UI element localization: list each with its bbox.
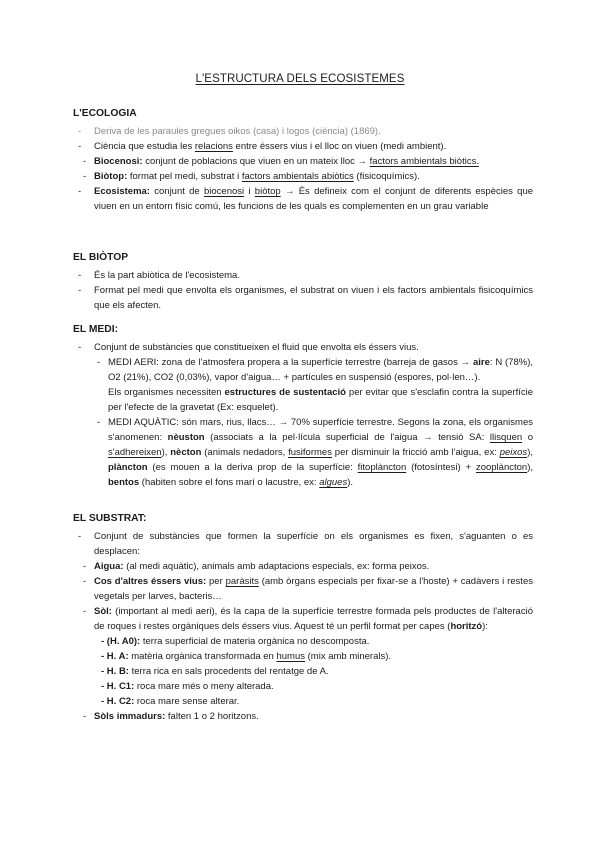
bullet: - bbox=[97, 417, 101, 428]
list-item: - Biocenosi: conjunt de poblacions que viuen en un mateix lloc → factors ambientals biòtics. bbox=[83, 156, 479, 167]
paragraph: Els organismes necessiten estructures de sustentació per evitar que s'esclafin contra la superfície per l'efecte de la gravetat (Ex: esquelet). bbox=[108, 387, 534, 413]
horizon-a: - H. A: matèria orgànica transformada en humus (mix amb minerals). bbox=[101, 651, 392, 662]
bullet: - bbox=[78, 126, 82, 137]
bullet: - bbox=[78, 285, 82, 296]
horizon-b: - H. B: terra rica en sals procedents del rentatge de A. bbox=[101, 666, 329, 677]
document-title: L'ESTRUCTURA DELS ECOSISTEMES bbox=[195, 73, 405, 85]
heading-biotop: EL BIÒTOP bbox=[73, 252, 129, 263]
bullet: - bbox=[83, 606, 87, 617]
bullet: - bbox=[83, 156, 87, 167]
heading-substrat: EL SUBSTRAT: bbox=[73, 513, 147, 524]
list-item-cos: - Cos d'altres éssers vius: per paràsits (amb òrgans especials per fixar-se a l'hoste) + cadàvers i restes vegetals per larves, bacteris… bbox=[83, 576, 533, 602]
list-item-medi-aeri: - MEDI AERI: zona de l'atmosfera propera a la superfície terrestre (barreja de gasos → aire: N (78%), O2 (21%), CO2 (0,03%), vapor d'aigua… + partícules en suspensió (espores, pol·len…). bbox=[97, 357, 533, 383]
list-item: - Format pel medi que envolta els organismes, el substrat on viuen i els factors ambientals fisicoquímics que els afecten. bbox=[78, 285, 533, 311]
list-item: - Deriva de les paraules gregues oikos (casa) i logos (ciència) (1869). bbox=[78, 126, 381, 137]
list-item: - Ecosistema: conjunt de biocenosi i biòtop → És defineix com el conjunt de diferents espècies que viuen en un entorn físic comú, les funcions de les quals es complementen en un grau variable bbox=[78, 186, 534, 212]
bullet: - bbox=[78, 270, 82, 281]
list-item-medi-aquatic: - MEDI AQUÀTIC: són mars, rius, llacs… → 70% superfície terrestre. Segons la zona, els organismes s'anomenen: nèuston (associats a la pel·lícula superficial de l'aigua → tensió SA: llisquen o s'adhereixen), nècton (animals nedadors, fusiformes per disminuir la fricció amb l'aigua, ex: peixos), plàncton (es mouen a la deriva prop de la superfície: fitoplàncton (fotosíntesi) + zooplàncton), bentos (habiten sobre el fons marí o lacustre, ex: algues). bbox=[97, 417, 533, 488]
bullet: - bbox=[83, 576, 87, 587]
heading-medi: EL MEDI: bbox=[73, 324, 119, 335]
list-item: - Ciència que estudia les relacions entre éssers vius i el lloc on viuen (medi ambient). bbox=[78, 141, 447, 152]
list-item: - Conjunt de substàncies que formen la superfície on els organismes es fixen, s'aguanten o es desplacen: bbox=[78, 531, 533, 557]
horizon-a0: - (H. A0): terra superficial de materia orgànica no descomposta. bbox=[101, 636, 370, 647]
bullet: - bbox=[97, 357, 101, 368]
heading-ecologia: L'ECOLOGIA bbox=[73, 108, 137, 119]
section-ecologia bbox=[73, 107, 533, 214]
list-item: - Biòtop: format pel medi, substrat i factors ambientals abiòtics (fisicoquímics). bbox=[83, 171, 420, 182]
horizon-c2: - H. C2: roca mare sense alterar. bbox=[101, 696, 240, 707]
section-medi bbox=[73, 323, 533, 490]
list-item-aigua: - Aigua: (al medi aquàtic), animals amb adaptacions especials, ex: forma peixos. bbox=[83, 561, 430, 572]
list-item-sol: - Sòl: (important al medi aeri), és la capa de la superfície terrestre formada pels productes de l'alteració de roques i restes orgàniques dels éssers vius. Aquest té un perfil format per capes (horitzó): bbox=[83, 606, 533, 632]
bullet: - bbox=[78, 531, 82, 542]
section-substrat bbox=[73, 512, 533, 724]
horizon-c1: - H. C1: roca mare més o meny alterada. bbox=[101, 681, 274, 692]
bullet: - bbox=[78, 342, 82, 353]
bullet: - bbox=[78, 141, 82, 152]
section-biotop bbox=[73, 251, 533, 313]
list-item-immadurs: - Sòls immadurs: falten 1 o 2 horitzons. bbox=[83, 711, 259, 722]
list-item: - És la part abiòtica de l'ecosistema. bbox=[78, 270, 240, 281]
bullet: - bbox=[83, 561, 87, 572]
bullet: - bbox=[83, 711, 87, 722]
bullet: - bbox=[78, 186, 82, 197]
bullet: - bbox=[83, 171, 87, 182]
list-item: - Conjunt de substàncies que constitueixen el fluid que envolta els éssers vius. bbox=[78, 342, 419, 353]
